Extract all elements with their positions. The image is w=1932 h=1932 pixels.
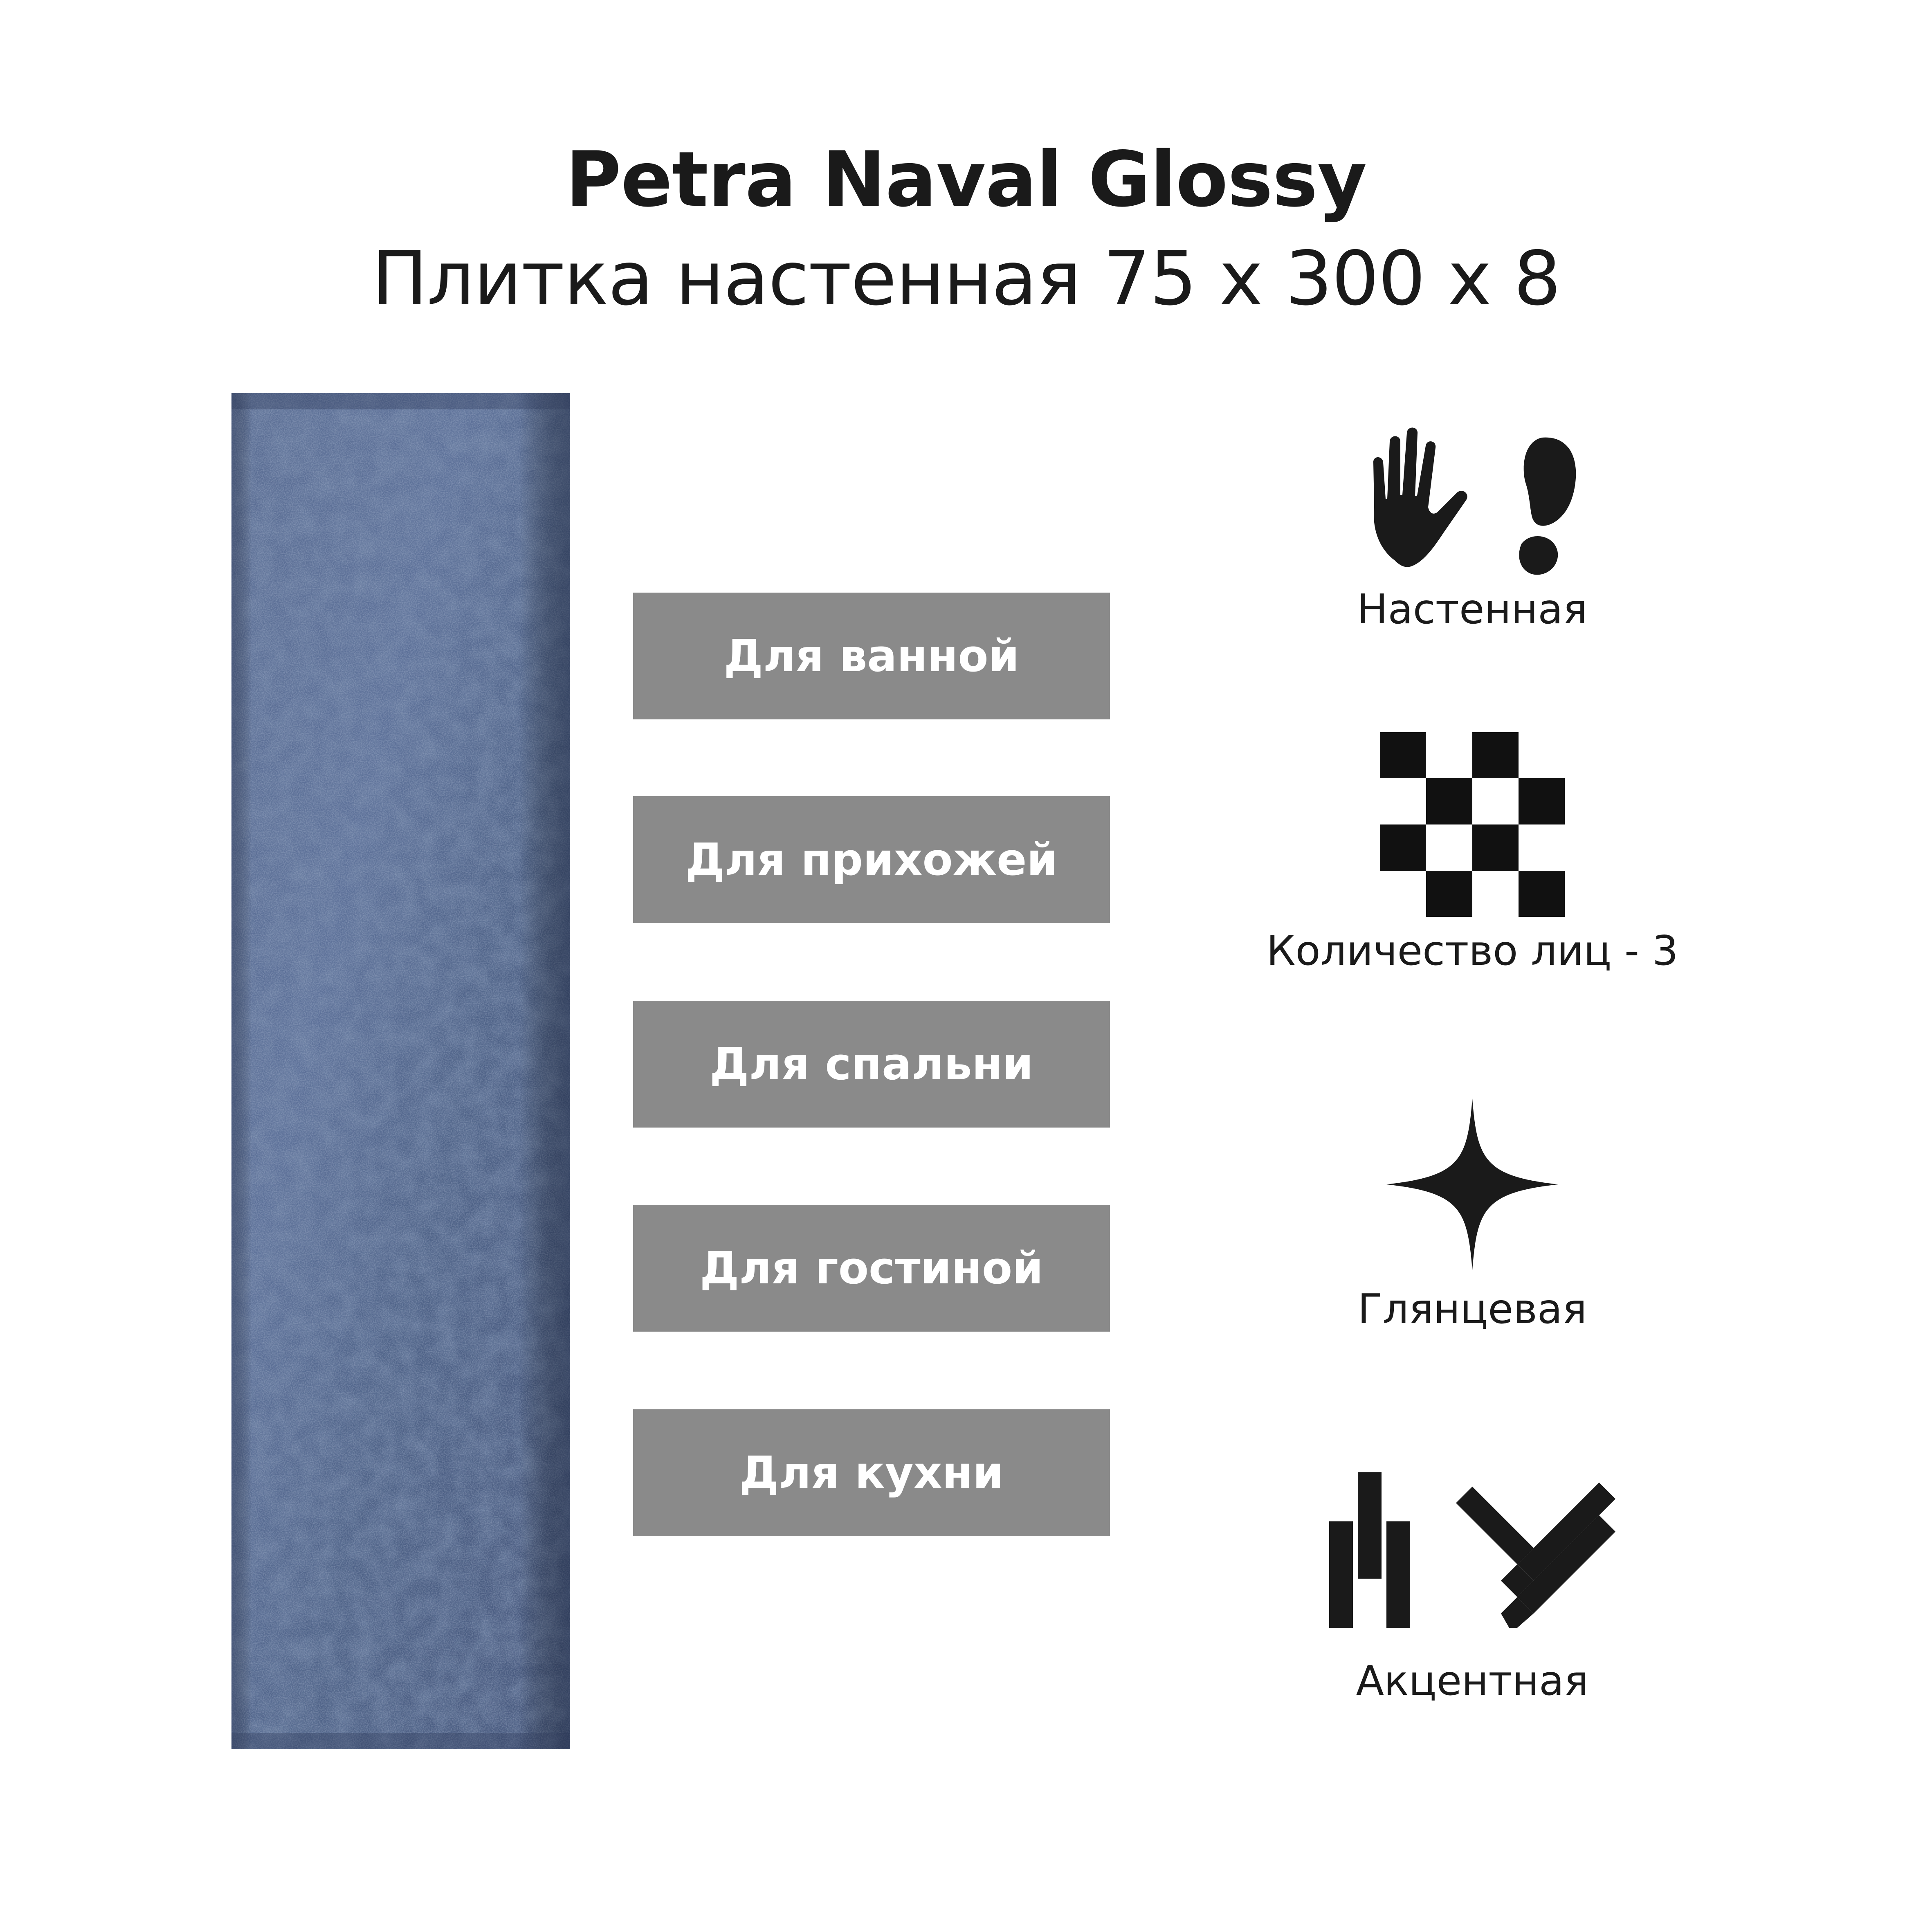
feature-glossy-label: Глянцевая [1357, 1285, 1587, 1333]
product-subtitle: Плитка настенная 75 х 300 х 8 [372, 235, 1560, 322]
feature-wall [1178, 425, 1767, 638]
room-tag-living-room: Для гостиной [633, 1205, 1110, 1332]
feature-accent-label: Акцентная [1356, 1657, 1589, 1705]
sparkle-icon [1178, 1099, 1767, 1270]
feature-wall-label: Настенная [1357, 585, 1588, 633]
room-tag-bedroom: Для спальни [633, 1001, 1110, 1128]
room-tag-bathroom: Для ванной [633, 593, 1110, 719]
feature-accent [1178, 1468, 1767, 1705]
feature-faces-label: Количество лиц - 3 [1266, 927, 1678, 975]
feature-glossy [1178, 1099, 1767, 1333]
herringbone-pattern-icon [1178, 1468, 1767, 1628]
hand-and-foot-icon [1178, 425, 1767, 581]
tile-sample-image [231, 393, 570, 1749]
product-title: Petra Naval Glossy [565, 135, 1367, 224]
checkerboard-icon [1178, 732, 1767, 917]
room-tag-kitchen: Для кухни [633, 1409, 1110, 1536]
room-tag-hallway: Для прихожей [633, 796, 1110, 923]
feature-faces [1178, 732, 1767, 986]
